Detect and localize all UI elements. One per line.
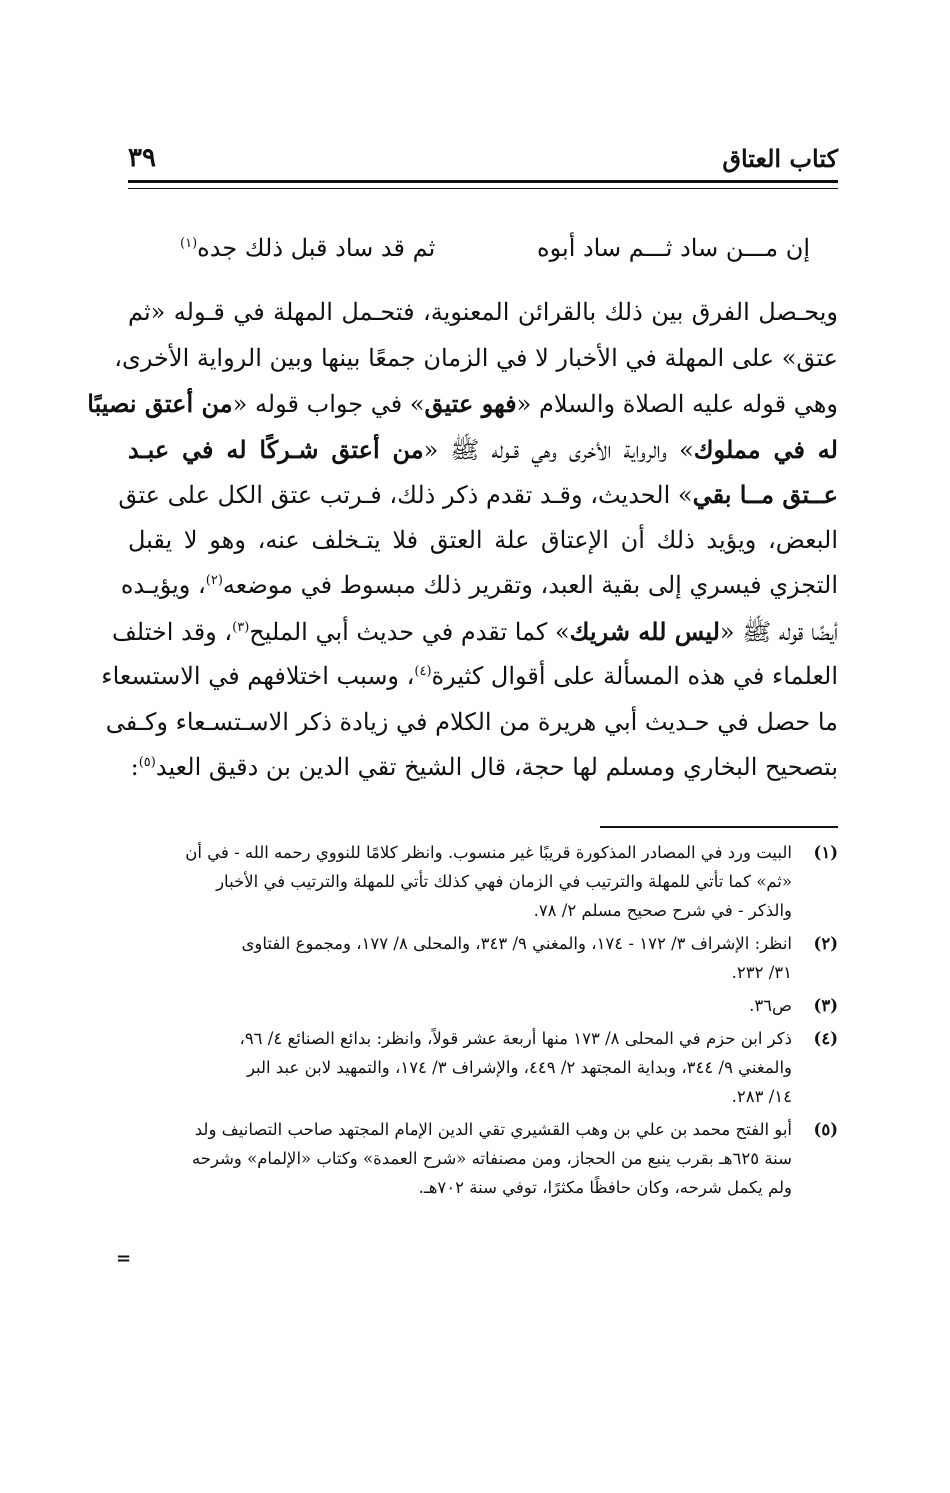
hadith-quote: من أعتق شـركًا له في عبـد xyxy=(128,434,424,464)
text-run: ما حصل في حـديث أبي هريرة من الكلام في زيادة ذكر الاسـتسـعاء وكـفى xyxy=(105,707,838,736)
body-line xyxy=(105,700,838,746)
body-line xyxy=(111,609,838,655)
text-run: » كما تقدم في حديث أبي المليح xyxy=(249,617,570,646)
footnote-text xyxy=(128,1115,792,1202)
continuation-mark: = xyxy=(116,1248,132,1269)
poetry-verse xyxy=(180,226,810,270)
footnote-ref: (٢) xyxy=(205,573,223,588)
header-rule-thick xyxy=(128,180,838,183)
footnote-line: ١٤/ ٢٨٣. xyxy=(731,1087,792,1106)
footnote-ref: (٤) xyxy=(414,664,432,679)
footnote-text xyxy=(128,929,792,987)
footnote-number: (١) xyxy=(813,843,838,862)
page-header xyxy=(128,138,838,178)
footnote-line: انظر: الإشراف ٣/ ١٧٢ - ١٧٤، والمغني ٩/ ٣٤٣، والمحلى ٨/ ١٧٧، ومجموع الفتاوى xyxy=(241,934,792,953)
footnote-1 xyxy=(128,838,838,925)
footnote-2 xyxy=(128,929,838,987)
footnote-line: ولم يكمل شرحه، وكان حافظًا مكثرًا، توفي سنة ٧٠٢هـ. xyxy=(418,1178,792,1197)
running-title: كتاب العتاق xyxy=(722,143,838,173)
verse-second-text: ثم قد ساد قبل ذلك جده xyxy=(197,234,436,262)
footnote-line: ص٣٦. xyxy=(749,996,792,1015)
verse-first-hemistich: إن مـــن ساد ثـــم ساد أبوه xyxy=(537,234,810,262)
text-run: » الحديث، وقـد تقدم ذكر ذلك، فـرتب عتق الكل على عتق xyxy=(118,481,693,509)
footnote-line: والمغني ٩/ ٣٤٤، وبداية المجتهد ٢/ ٤٤٩، والإشراف ٣/ ١٧٤، والتمهيد لابن عبد البر xyxy=(246,1058,792,1077)
text-run: التجزي فيسري إلى بقية العبد، وتقرير ذلك مبسوط في موضعه xyxy=(222,571,838,599)
footnote-4 xyxy=(128,1024,838,1111)
footnotes xyxy=(128,838,838,1206)
text-run: : xyxy=(130,753,139,781)
footnote-ref: (٥) xyxy=(138,755,156,770)
text-run: أيضًا قوله ﷺ « xyxy=(719,617,838,646)
footnote-5 xyxy=(128,1115,838,1202)
footnote-text xyxy=(128,838,792,925)
body-text xyxy=(87,290,838,791)
footnote-line: أبو الفتح محمد بن علي بن وهب القشيري تقي الدين الإمام المجتهد صاحب التصانيف ولد xyxy=(194,1120,792,1139)
page-number: ٣٩ xyxy=(128,143,156,173)
footnote-ref: (٣) xyxy=(232,619,250,635)
hadith-quote: ليس لله شريك xyxy=(569,616,720,646)
body-line xyxy=(120,563,838,609)
footnote-text xyxy=(128,1024,792,1111)
footnote-number: (٤) xyxy=(813,1029,838,1048)
text-run: ، وسبب اختلافهم في الاستسعاء xyxy=(101,662,415,690)
hadith-quote: فهو عتيق xyxy=(424,389,517,418)
text-run: عتق» على المهلة في الأخبار لا في الزمان جمعًا بينها وبين الرواية الأخرى، xyxy=(114,343,838,372)
text-run: ، ويؤيـده xyxy=(120,571,206,599)
text-run: ، وقد اختلف xyxy=(111,617,233,646)
body-line xyxy=(128,745,838,791)
text-run: ويحـصل الفرق بين ذلك بالقرائن المعنوية، فتحـمل المهلة في قـوله «ثم xyxy=(128,298,838,326)
text-run: بتصحيح البخاري ومسلم لها حجة، قال الشيخ تقي الدين بن دقيق العيد xyxy=(155,753,838,781)
footnote-3 xyxy=(128,991,838,1020)
text-run: » والرواية الأخرى وهي قـوله ﷺ « xyxy=(423,435,694,464)
body-line xyxy=(87,381,838,427)
footnote-line: «ثم» كما تأتي للمهلة والترتيب في الزمان فهي كذلك تأتي للمهلة والترتيب في الأخبار xyxy=(216,872,792,891)
footnote-text xyxy=(128,991,792,1020)
body-line xyxy=(118,472,838,518)
footnote-ref: (١) xyxy=(180,236,198,251)
hadith-quote: عــتق مــا بقي xyxy=(692,480,838,509)
footnote-line: ٣١/ ٢٣٢. xyxy=(731,963,792,982)
body-line xyxy=(128,518,838,564)
body-line xyxy=(128,290,838,336)
body-line xyxy=(114,336,838,382)
body-line xyxy=(128,427,838,473)
text-run: البعض، ويؤيد ذلك أن الإعتاق علة العتق فلا يتـخلف عنه، وهو لا يقبل xyxy=(128,525,838,554)
verse-second-hemistich xyxy=(180,234,435,262)
text-run: وهي قوله عليه الصلاة والسلام « xyxy=(516,390,838,418)
footnote-number: (٥) xyxy=(813,1120,838,1139)
footnote-line: ذكر ابن حزم في المحلى ٨/ ١٧٣ منها أربعة عشر قولاً، وانظر: بدائع الصنائع ٤/ ٩٦، xyxy=(239,1029,792,1048)
footnote-line: البيت ورد في المصادر المذكورة قريبًا غير منسوب. وانظر كلامًا للنووي رحمه الله - في أن xyxy=(185,843,792,862)
hadith-quote: من أعتق نصيبًا xyxy=(87,389,233,418)
footnote-number: (٣) xyxy=(813,996,838,1015)
footnote-separator xyxy=(600,826,838,828)
footnote-number: (٢) xyxy=(813,934,838,953)
header-rule-thin xyxy=(128,188,838,189)
text-run: العلماء في هذه المسألة على أقوال كثيرة xyxy=(431,662,838,690)
text-run: » في جواب قوله « xyxy=(232,390,425,418)
footnote-line: والذكر - في شرح صحيح مسلم ٢/ ٧٨. xyxy=(533,901,792,920)
footnote-line: سنة ٦٢٥هـ بقرب ينبع من الحجاز، ومن مصنفاته «شرح العمدة» وكتاب «الإلمام» وشرحه xyxy=(191,1149,792,1168)
hadith-quote: له في مملوك xyxy=(693,434,838,464)
body-line xyxy=(101,654,838,700)
